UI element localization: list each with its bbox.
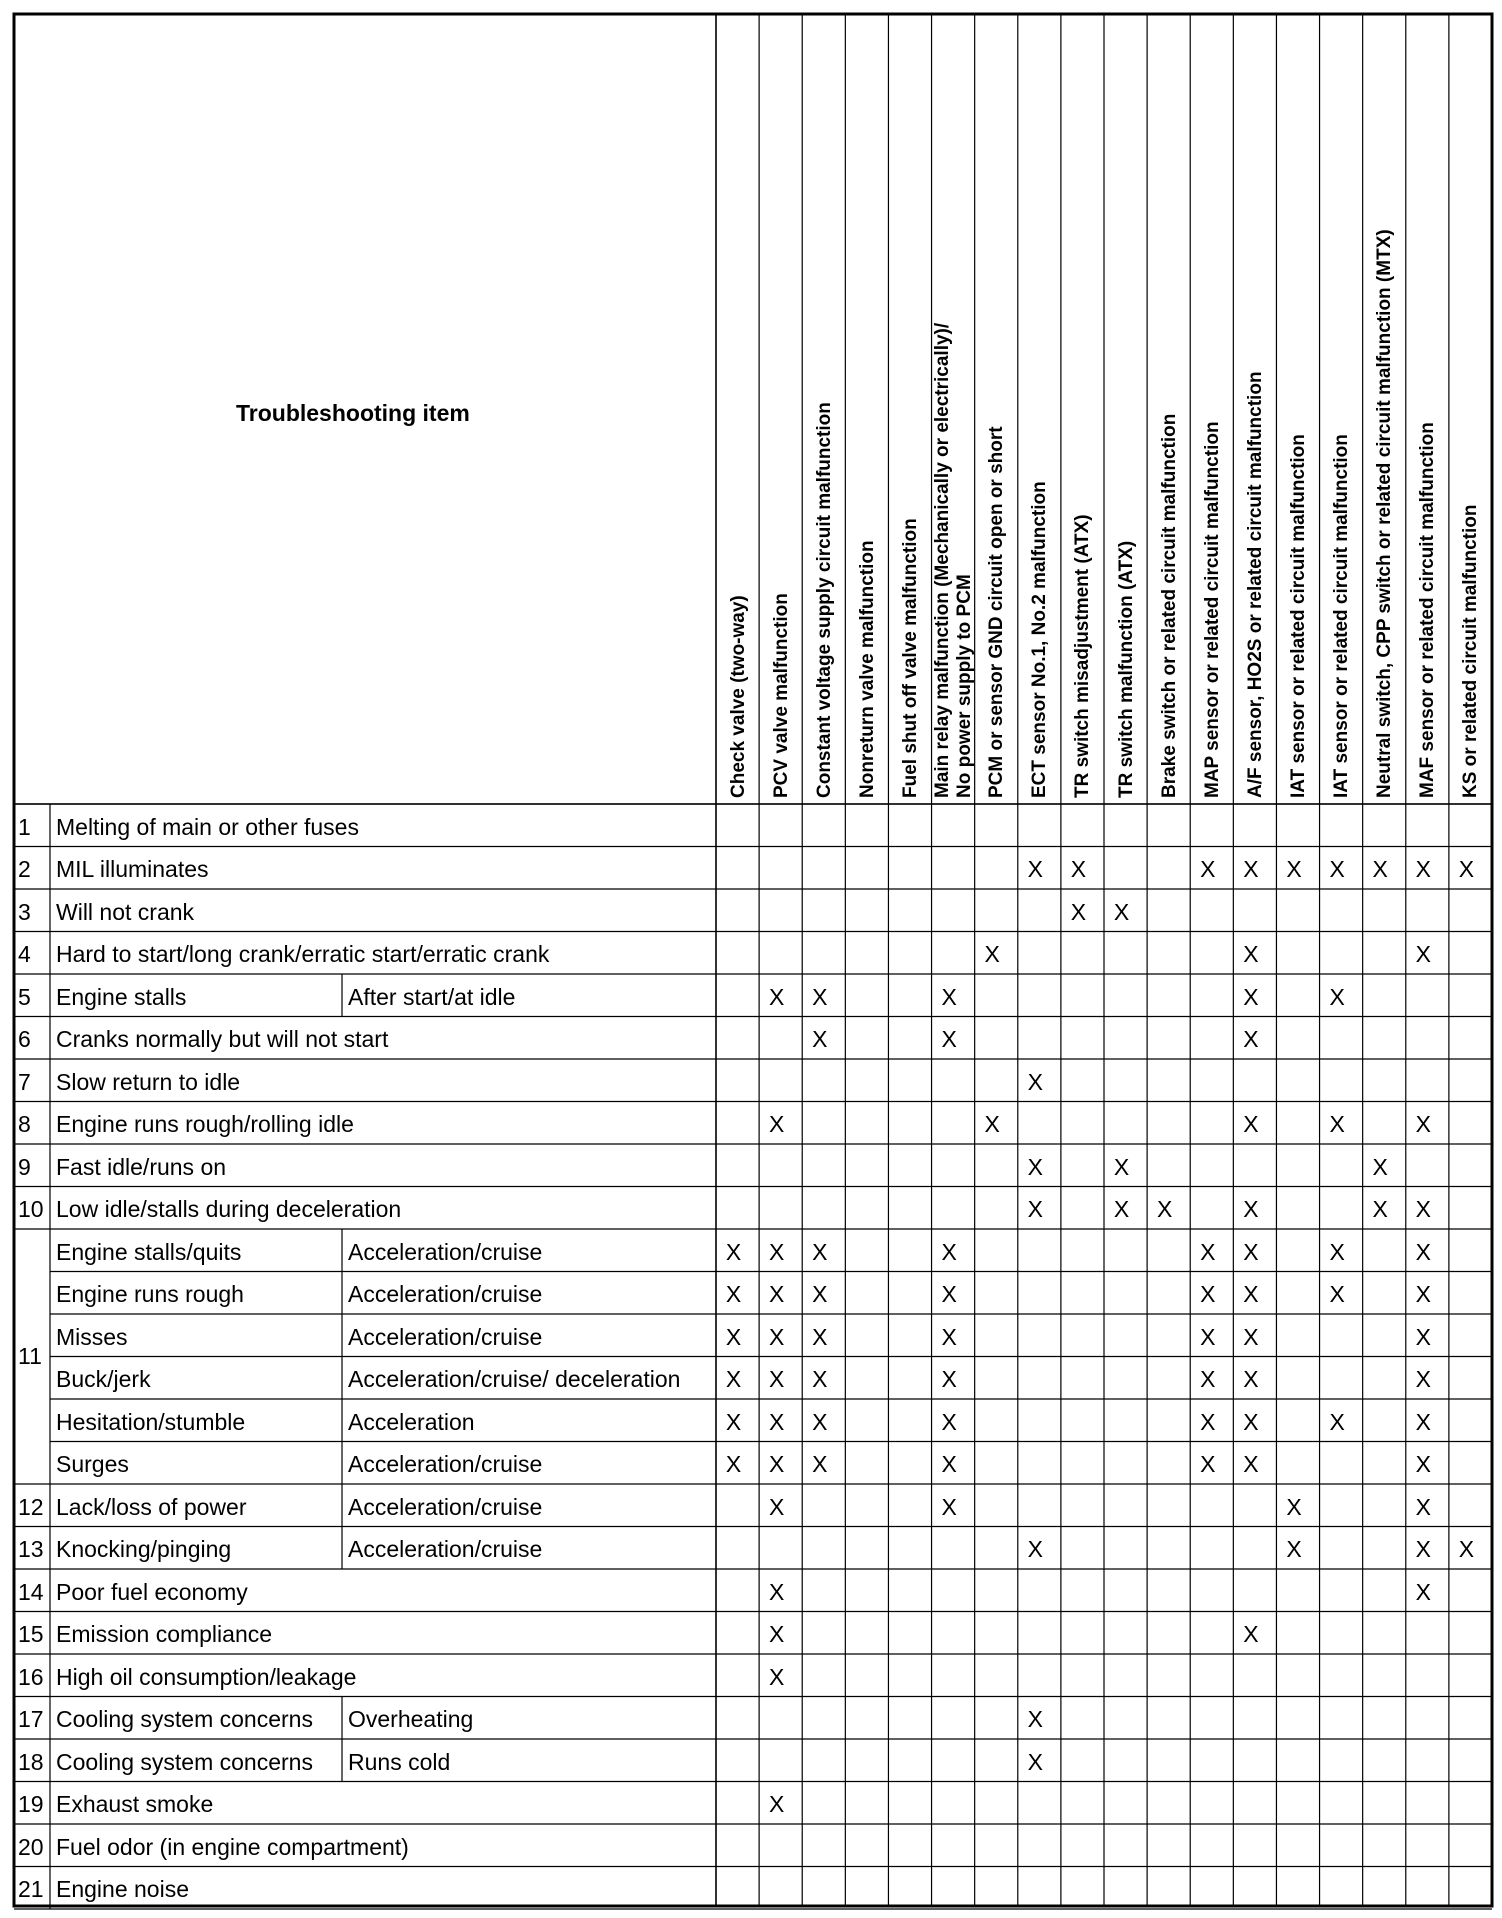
x-mark: X [1415, 1451, 1431, 1478]
x-mark: X [1070, 898, 1087, 925]
column-header-label: MAF sensor or related circuit malfunction [1417, 422, 1439, 798]
troubleshooting-item-label: Engine stalls/quits [56, 1238, 242, 1265]
x-mark: X [812, 1323, 828, 1350]
row-number: 9 [18, 1153, 31, 1180]
x-mark: X [984, 1111, 1000, 1138]
row-number: 12 [18, 1493, 44, 1520]
x-mark: X [941, 983, 957, 1010]
x-mark: X [1415, 1281, 1431, 1308]
x-mark: X [1415, 1493, 1431, 1520]
x-mark: X [812, 1451, 828, 1478]
column-header-label: Fuel shut off valve malfunction [900, 518, 921, 798]
x-mark: X [1243, 941, 1259, 968]
row-number: 13 [18, 1536, 44, 1563]
x-mark: X [1286, 1493, 1302, 1520]
x-mark: X [725, 1408, 742, 1435]
troubleshooting-item-label: High oil consumption/leakage [56, 1663, 357, 1690]
troubleshooting-item-label: Slow return to idle [56, 1068, 241, 1095]
condition-label: Acceleration/cruise [348, 1281, 543, 1308]
column-header-label: Constant voltage supply circuit malfunction [813, 402, 835, 798]
column-header-label: No power supply to PCM [954, 574, 976, 798]
troubleshooting-item-label: Engine stalls [56, 983, 187, 1010]
troubleshooting-item-label: Cranks normally but will not start [56, 1026, 389, 1053]
x-mark: X [768, 1238, 785, 1265]
row-number: 5 [18, 983, 31, 1010]
x-mark: X [1243, 1366, 1259, 1393]
x-mark: X [812, 983, 828, 1010]
troubleshooting-item-label: Engine runs rough/rolling idle [56, 1111, 354, 1138]
x-mark: X [1243, 1196, 1259, 1223]
troubleshooting-item-label: Surges [56, 1451, 129, 1478]
x-mark: X [1415, 1408, 1431, 1435]
x-mark: X [1415, 1238, 1431, 1265]
condition-label: Overheating [348, 1706, 474, 1733]
x-mark: X [941, 1366, 957, 1393]
x-mark: X [1243, 1621, 1259, 1648]
x-mark: X [1027, 1706, 1043, 1733]
x-mark: X [1200, 1281, 1216, 1308]
troubleshooting-item-label: Will not crank [56, 898, 195, 925]
row-number: 7 [18, 1068, 31, 1095]
x-mark: X [768, 1408, 785, 1435]
row-number: 4 [18, 941, 31, 968]
troubleshooting-item-label: Poor fuel economy [56, 1578, 248, 1605]
x-mark: X [812, 1281, 828, 1308]
troubleshooting-item-label: Lack/loss of power [56, 1493, 247, 1520]
x-mark: X [1200, 1451, 1216, 1478]
x-mark: X [1415, 1366, 1431, 1393]
column-header-label: PCV valve malfunction [770, 593, 792, 798]
row-number: 1 [18, 813, 31, 840]
x-mark: X [1200, 856, 1216, 883]
troubleshooting-item-label: Hesitation/stumble [56, 1408, 246, 1435]
x-mark: X [1243, 1323, 1259, 1350]
x-mark: X [941, 1238, 957, 1265]
troubleshooting-item-label: Misses [56, 1323, 128, 1350]
x-mark: X [1372, 856, 1388, 883]
column-header-label: MAP sensor or related circuit malfunction [1201, 421, 1223, 798]
condition-label: Acceleration/cruise [348, 1536, 543, 1563]
row-number: 2 [18, 856, 31, 883]
column-header-label: IAT sensor or related circuit malfunction [1331, 434, 1353, 798]
x-mark: X [1243, 856, 1259, 883]
x-mark: X [768, 1493, 785, 1520]
x-mark: X [1415, 1578, 1431, 1605]
condition-label: Runs cold [348, 1748, 451, 1775]
x-mark: X [1027, 1748, 1043, 1775]
condition-label: Acceleration/cruise/ deceleration [348, 1366, 681, 1393]
x-mark: X [725, 1366, 742, 1393]
x-mark: X [1156, 1196, 1173, 1223]
column-header-label: A/F sensor, HO2S or related circuit malfunction [1244, 371, 1266, 798]
column-header-label: TR switch misadjustment (ATX) [1072, 514, 1094, 798]
condition-label: Acceleration/cruise [348, 1238, 543, 1265]
troubleshooting-item-label: Engine runs rough [56, 1281, 244, 1308]
x-mark: X [941, 1493, 957, 1520]
row-number: 18 [18, 1748, 44, 1775]
row-number: 10 [18, 1196, 44, 1223]
x-mark: X [1329, 1408, 1345, 1435]
troubleshooting-item-header: Troubleshooting item [236, 400, 470, 426]
x-mark: X [1329, 1111, 1345, 1138]
x-mark: X [1286, 856, 1302, 883]
x-mark: X [812, 1026, 828, 1053]
x-mark: X [1243, 1281, 1259, 1308]
x-mark: X [1243, 1238, 1259, 1265]
troubleshooting-item-label: Cooling system concerns [56, 1748, 313, 1775]
x-mark: X [941, 1026, 957, 1053]
troubleshooting-item-label: Buck/jerk [56, 1366, 151, 1393]
x-mark: X [1243, 983, 1259, 1010]
x-mark: X [1027, 1536, 1043, 1563]
x-mark: X [768, 1111, 785, 1138]
row-number: 6 [18, 1026, 31, 1053]
x-mark: X [768, 1621, 785, 1648]
condition-label: Acceleration/cruise [348, 1451, 543, 1478]
troubleshooting-item-label: Exhaust smoke [56, 1791, 214, 1818]
x-mark: X [1415, 941, 1431, 968]
row-number: 17 [18, 1706, 44, 1733]
row-number: 11 [18, 1343, 42, 1369]
condition-label: Acceleration [348, 1408, 475, 1435]
row-number: 19 [18, 1791, 44, 1818]
column-header-label: Nonreturn valve malfunction [856, 540, 878, 798]
x-mark: X [768, 1663, 785, 1690]
column-header-label: Check valve (two-way) [727, 595, 749, 798]
x-mark: X [768, 1281, 785, 1308]
x-mark: X [1200, 1238, 1216, 1265]
troubleshooting-item-label: Cooling system concerns [56, 1706, 313, 1733]
troubleshooting-item-label: Engine noise [56, 1876, 189, 1903]
x-mark: X [1458, 856, 1475, 883]
row-number: 21 [18, 1876, 44, 1903]
x-mark: X [1372, 1196, 1388, 1223]
x-mark: X [1286, 1536, 1302, 1563]
x-mark: X [725, 1238, 742, 1265]
x-mark: X [1027, 1153, 1043, 1180]
x-mark: X [1458, 1536, 1475, 1563]
x-mark: X [1243, 1111, 1259, 1138]
column-header-label: ECT sensor No.1, No.2 malfunction [1029, 481, 1051, 798]
x-mark: X [1415, 1323, 1431, 1350]
row-number: 20 [18, 1833, 44, 1860]
x-mark: X [941, 1281, 957, 1308]
x-mark: X [1415, 856, 1431, 883]
condition-label: Acceleration/cruise [348, 1493, 543, 1520]
x-mark: X [725, 1281, 742, 1308]
x-mark: X [1329, 983, 1345, 1010]
x-mark: X [1200, 1408, 1216, 1435]
row-number: 8 [18, 1111, 31, 1138]
x-mark: X [768, 1451, 785, 1478]
x-mark: X [1113, 1196, 1130, 1223]
row-number: 15 [18, 1621, 44, 1648]
x-mark: X [941, 1408, 957, 1435]
column-header-label: KS or related circuit malfunction [1460, 504, 1482, 798]
x-mark: X [1415, 1536, 1431, 1563]
x-mark: X [1329, 1238, 1345, 1265]
column-header-label: Neutral switch, CPP switch or related circuit malfunction (MTX) [1374, 229, 1396, 798]
x-mark: X [812, 1366, 828, 1393]
row-number: 14 [18, 1578, 44, 1605]
x-mark: X [1200, 1323, 1216, 1350]
x-mark: X [1329, 1281, 1345, 1308]
condition-label: Acceleration/cruise [348, 1323, 543, 1350]
x-mark: X [1243, 1026, 1259, 1053]
x-mark: X [1243, 1408, 1259, 1435]
column-header-label: Brake switch or related circuit malfunction [1158, 413, 1180, 798]
x-mark: X [1329, 856, 1345, 883]
row-number: 16 [18, 1663, 44, 1690]
x-mark: X [768, 1578, 785, 1605]
column-header-label: PCM or sensor GND circuit open or short [986, 426, 1008, 798]
x-mark: X [1027, 1196, 1043, 1223]
x-mark: X [768, 983, 785, 1010]
x-mark: X [1113, 1153, 1130, 1180]
x-mark: X [1243, 1451, 1259, 1478]
x-mark: X [1113, 898, 1130, 925]
x-mark: X [1200, 1366, 1216, 1393]
troubleshooting-item-label: Melting of main or other fuses [56, 813, 359, 840]
troubleshooting-item-label: Fast idle/runs on [56, 1153, 227, 1180]
x-mark: X [1027, 856, 1043, 883]
troubleshooting-item-label: Fuel odor (in engine compartment) [56, 1833, 409, 1860]
condition-label: After start/at idle [348, 983, 516, 1010]
column-header-label: Main relay malfunction (Mechanically or electrically)/ [932, 322, 954, 798]
x-mark: X [768, 1323, 785, 1350]
x-mark: X [941, 1451, 957, 1478]
x-mark: X [725, 1323, 742, 1350]
x-mark: X [1415, 1111, 1431, 1138]
troubleshooting-item-label: Knocking/pinging [56, 1536, 232, 1563]
x-mark: X [941, 1323, 957, 1350]
x-mark: X [812, 1238, 828, 1265]
troubleshooting-item-label: Low idle/stalls during deceleration [56, 1196, 402, 1223]
troubleshooting-item-label: MIL illuminates [56, 856, 209, 883]
troubleshooting-item-label: Emission compliance [56, 1621, 273, 1648]
x-mark: X [1372, 1153, 1388, 1180]
column-header-label: IAT sensor or related circuit malfunction [1288, 434, 1309, 798]
troubleshooting-item-label: Hard to start/long crank/erratic start/erratic crank [56, 941, 550, 968]
x-mark: X [984, 941, 1000, 968]
x-mark: X [1415, 1196, 1431, 1223]
x-mark: X [725, 1451, 742, 1478]
x-mark: X [768, 1366, 785, 1393]
x-mark: X [1070, 856, 1087, 883]
x-mark: X [768, 1791, 785, 1818]
x-mark: X [1027, 1068, 1043, 1095]
row-number: 3 [18, 898, 31, 925]
x-mark: X [812, 1408, 828, 1435]
column-header-label: TR switch malfunction (ATX) [1115, 540, 1137, 798]
